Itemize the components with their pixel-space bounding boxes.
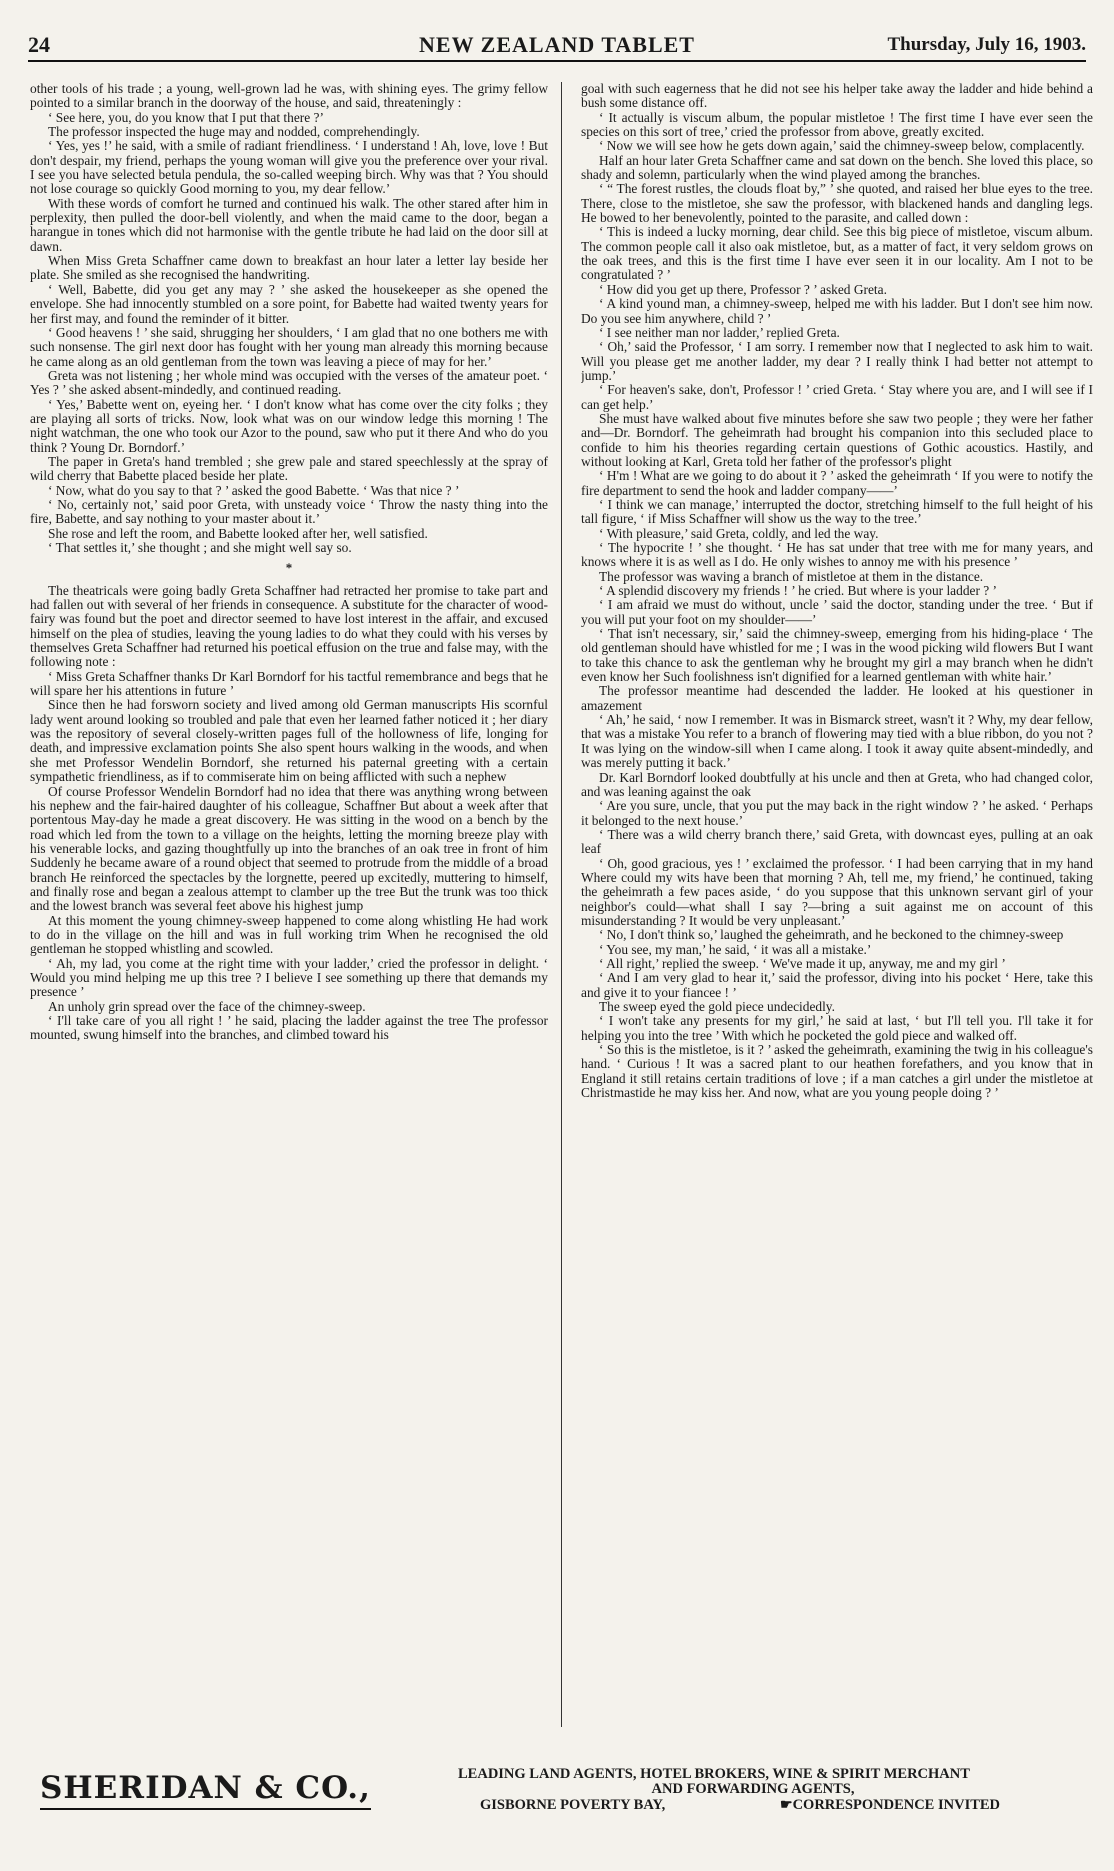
article-paragraph: The professor meantime had descended the ladder. He looked at his questioner in amazement	[581, 683, 1093, 713]
article-paragraph: She must have walked about five minutes before she saw two people ; they were her father and—Dr. Borndorf. The geheimrath had brought his companion into this secluded place to confide to him his theories regarding certain questions of Gothic acoustics. Hastily, and without looking at Karl, Greta told her father of the professor's plight	[581, 410, 1093, 469]
article-paragraph: ‘ This is indeed a lucky morning, dear child. See this big piece of mistletoe, viscum album. The common people call it also oak mistletoe, but, as a matter of fact, it very seldom grows on the oak trees, and this is the first time I have ever seen it in our locality. Am I not to be congratulated ? ’	[581, 224, 1093, 283]
article-paragraph: She rose and left the room, and Babette looked after her, well satisfied.	[48, 525, 428, 541]
article-paragraph: ‘ So this is the mistletoe, is it ? ’ asked the geheimrath, examining the twig in his colleague's hand. ‘ Curious ! It was a sacred plant to our heathen forefathers, and you know that in England it still retains certain traditions of love ; if a man catches a girl under the mistletoe at Christmastide he may kiss her. And now, what are you young people doing ? ’	[581, 1042, 1093, 1101]
article-paragraph: goal with such eagerness that he did not see his helper take away the ladder and hide behind a bush some distance off.	[581, 82, 1093, 111]
ad-line-2: AND FORWARDING AGENTS,	[651, 1781, 855, 1797]
section-separator	[30, 561, 548, 575]
article-paragraph: ‘ With pleasure,’ said Greta, coldly, and led the way.	[599, 525, 879, 541]
article-paragraph: ‘ Well, Babette, did you get any may ? ’ she asked the housekeeper as she opened the envelope. She had innocently stumbled on a sore point, for Babette had waited twenty years for her first may, and found the reminder of it bitter.	[30, 281, 548, 326]
ad-line-1: LEADING LAND AGENTS, HOTEL BROKERS, WINE & SPIRIT MERCHANT	[458, 1766, 970, 1782]
article-paragraph: When Miss Greta Schaffner came down to breakfast an hour later a letter lay beside her plate. She smiled as she recognised the handwriting.	[30, 253, 548, 283]
article-paragraph: Dr. Karl Borndorf looked doubtfully at his uncle and then at Greta, who had changed color, and was leaning against the oak	[581, 769, 1093, 799]
article-paragraph: ‘ Ah, my lad, you come at the right time with your ladder,’ cried the professor in delight. ‘ Would you mind helping me up this tree ? I believe I see something up there that demands my presence ’	[30, 955, 548, 1000]
article-paragraph: ‘ No, I don't think so,’ laughed the geheimrath, and he beckoned to the chimney-sweep	[599, 927, 1064, 943]
article-paragraph: Of course Professor Wendelin Borndorf had no idea that there was anything wrong between his nephew and the fair-haired daughter of his colleague, Schaffner But about a week after that portentous May-day he made a great discovery. He was sitting in the wood on a bench by the road which led from the town to a village on the heights, letting the morning breeze play with his venerable locks, and gazing thoughtfully up into the branches of an oak tree in front of him Suddenly he became aware of a round object that seemed to protrude from the middle of a broad branch He reinforced the spectacles by the lorgnette, peered up excitedly, muttering to himself, and finally rose and began a zealous attempt to clamber up the tree But the trunk was too thick and the lowest branch was several feet above his highest jump	[30, 783, 548, 914]
page-header	[28, 32, 1086, 62]
article-paragraph: Greta was not listening ; her whole mind was occupied with the verses of the amateur poet. ‘ Yes ? ’ she asked absent-mindedly, and continued reading.	[30, 367, 548, 398]
advertisement	[0, 1760, 1114, 1830]
article-paragraph: Since then he had forsworn society and lived among old German manuscripts His scornful lady went around looking so troubled and pale that even her learned father noticed it ; her diary was the repository of several closely-written pages full of the hollowness of life, longing for death, and impressive exclamation points She also spent hours walking in the woods, and when she met Professor Wendelin Borndorf, she returned his paternal greeting with a certain sympathetic friendliness, as if to commiserate him on being afflicted with such a nephew	[30, 697, 548, 785]
ad-line-3-contact	[780, 1797, 1000, 1814]
article-paragraph: The paper in Greta's hand trembled ; she grew pale and stared speechlessly at the spray of wild cherry that Babette placed beside her plate.	[30, 453, 548, 484]
article-paragraph: Half an hour later Greta Schaffner came and sat down on the bench. She loved this place, so shady and solemn, particularly when the wind played among the branches.	[581, 152, 1093, 183]
article-paragraph: ‘ Now, what do you say to that ? ’ asked the good Babette. ‘ Was that nice ? ’	[48, 482, 460, 498]
article-paragraph: ‘ Yes,’ Babette went on, eyeing her. ‘ I don't know what has come over the city folks ; they are playing all sorts of tricks. Now, look what was on our window ledge this morning ! The night watchman, the one who took our Azor to the pound, saw who put it there And who do you think ? Young Dr. Borndorf.’	[30, 396, 548, 455]
article-paragraph: ‘ You see, my man,’ he said, ‘ it was all a mistake.’	[599, 941, 872, 957]
article-paragraph: ‘ Miss Greta Schaffner thanks Dr Karl Borndorf for his tactful remembrance and begs that he will spare her his attentions in future ’	[30, 668, 548, 699]
article-paragraph: With these words of comfort he turned and continued his walk. The other stared after him in perplexity, then pulled the door-bell violently, and when the maid came to the door, began a harangue in tones which did not harmonise with the gentle tribute he had laid on the door sill at dawn.	[30, 195, 548, 254]
article-paragraph: ‘ A splendid discovery my friends ! ’ he cried. But where is your ladder ? ’	[599, 583, 998, 599]
article-paragraph: ‘ For heaven's sake, don't, Professor ! ’ cried Greta. ‘ Stay where you are, and I will see if I can get help.’	[581, 382, 1093, 412]
article-paragraph: ‘ See here, you, do you know that I put that there ?’	[48, 109, 324, 125]
issue-date: Thursday, July 16, 1903.	[887, 34, 1086, 55]
article-paragraph: The theatricals were going badly Greta Schaffner had retracted her promise to take part and had fallen out with several of her friends in consequence. A substitute for the character of wood-fairy was found but the poet and director seemed to have lost interest in the affair, and excused himself on the plea of studies, leaving the young ladies to do what they could with his verses by themselves Greta Schaffner had returned his poetical effusion on the true and false may, with the following note :	[30, 582, 548, 670]
article-paragraph: ‘ Yes, yes !’ he said, with a smile of radiant friendliness. ‘ I understand ! Ah, love, love ! But don't despair, my friend, perhaps the young woman will give you the preference over your rival. I see you have selected betula pendula, the so-called weeping birch. Why was that ? You should not lose courage so quickly Good morning to you, my dear fellow.’	[30, 138, 548, 197]
column-divider	[561, 82, 562, 1727]
correspondence-invited: CORRESPONDENCE INVITED	[792, 1797, 1001, 1813]
article-paragraph: ‘ H'm ! What are we going to do about it ? ’ asked the geheimrath ‘ If you were to notify the fire department to send the hook and ladder company——’	[581, 468, 1093, 498]
newspaper-title: NEW ZEALAND TABLET	[419, 32, 695, 57]
article-paragraph: The professor was waving a branch of mistletoe at them in the distance.	[599, 568, 984, 584]
article-paragraph: At this moment the young chimney-sweep happened to come along whistling He had work to do in the village on the hill and was in full working trim When he recognised the old gentleman he stopped whistling and scowled.	[30, 912, 548, 957]
article-paragraph: ‘ And I am very glad to hear it,’ said the professor, diving into his pocket ‘ Here, take this and give it to your fiancee ! ’	[581, 970, 1093, 1000]
article-paragraph: An unholy grin spread over the face of the chimney-sweep.	[48, 998, 366, 1014]
article-paragraph: ‘ “ The forest rustles, the clouds float by,” ’ she quoted, and raised her blue eyes to the tree. There, close to the mistletoe, she saw the professor, with blackened hands and dangling legs. He bowed to her benevolently, pointed to the parasite, and called down :	[581, 181, 1093, 226]
advertiser-name: SHERIDAN & CO.,	[40, 1770, 371, 1810]
article-paragraph: ‘ I see neither man nor ladder,’ replied Greta.	[599, 324, 840, 340]
article-paragraph: ‘ I think we can manage,’ interrupted the doctor, stretching himself to the full height of his tall figure, ‘ if Miss Schaffner will show us the way to the tree.’	[581, 496, 1093, 527]
article-paragraph: ‘ Now we will see how he gets down again,’ said the chimney-sweep below, complacently.	[599, 138, 1085, 154]
article-paragraph: ‘ Ah,’ he said, ‘ now I remember. It was in Bismarck street, wasn't it ? Why, my dear fellow, that was a mistake You refer to a branch of flowering may tied with a blue ribbon, do you not ? It was lying on the window-sill when I came along. I took it away quite absent-mindedly, and was merely putting it back.’	[581, 712, 1093, 771]
pointing-hand-icon: ☛	[780, 1798, 793, 1813]
article-paragraph: ‘ Are you sure, uncle, that you put the may back in the right window ? ’ he asked. ‘ Perhaps it belonged to the next house.’	[581, 798, 1093, 828]
article-paragraph: ‘ How did you get up there, Professor ? ’ asked Greta.	[599, 281, 887, 297]
article-paragraph: ‘ That isn't necessary, sir,’ said the chimney-sweep, emerging from his hiding-place ‘ The old gentleman should have whistled for me ; I was in the wood picking wild flowers But I want to take this chance to ask the gentleman why he brought my girl a may branch when he didn't even know her Such foolishness isn't dignified for a learned gentleman with white hair.’	[581, 626, 1093, 685]
article-paragraph: ‘ Good heavens ! ’ she said, shrugging her shoulders, ‘ I am glad that no one bothers me with such nonsense. The girl next door has fought with her young man already this morning because he came along as an old gentleman from the town was leaving a piece of may for her.’	[30, 324, 548, 369]
article-paragraph: ‘ Oh, good gracious, yes ! ’ exclaimed the professor. ‘ I had been carrying that in my hand Where could my wits have been that morning ? Ah, tell me, my friend,’ he continued, taking the geheimrath a few paces aside, ‘ do you suppose that this unknown servant girl of your neighbor's could—what shall I say ?—bring a suit against me on account of this misunderstanding ? It would be very unpleasant.’	[581, 855, 1093, 928]
page-number: 24	[28, 32, 50, 57]
article-paragraph: ‘ I'll take care of you all right ! ’ he said, placing the ladder against the tree The professor mounted, swung himself into the branches, and climbed toward his	[30, 1013, 548, 1043]
left-column	[30, 82, 548, 1727]
article-paragraph: ‘ There was a wild cherry branch there,’ said Greta, with downcast eyes, pulling at an oak leaf	[581, 826, 1093, 857]
article-paragraph: ‘ No, certainly not,’ said poor Greta, with unsteady voice ‘ Throw the nasty thing into the fire, Babette, and say nothing to your master about it.’	[30, 496, 548, 527]
ad-line-3-location: GISBORNE POVERTY BAY,	[480, 1797, 666, 1813]
asterisk-separator: *	[285, 560, 293, 576]
article-paragraph: ‘ That settles it,’ she thought ; and she might well say so.	[48, 540, 352, 555]
article-paragraph: ‘ All right,’ replied the sweep. ‘ We've made it up, anyway, me and my girl ’	[599, 955, 1006, 971]
article-paragraph: ‘ I won't take any presents for my girl,’ he said at last, ‘ but I'll tell you. I'll take it for helping you into the tree ’ With which he pocketed the gold piece and walked off.	[581, 1013, 1093, 1043]
article-paragraph: ‘ A kind yound man, a chimney-sweep, helped me with his ladder. But I don't see him now. Do you see him anywhere, child ? ’	[581, 296, 1093, 326]
article-paragraph: other tools of his trade ; a young, well-grown lad he was, with shining eyes. The grimy fellow pointed to a similar branch in the doorway of the house, and said, threateningly :	[30, 82, 548, 111]
right-column	[581, 82, 1093, 1727]
article-paragraph: The sweep eyed the gold piece undecidedly.	[599, 999, 835, 1014]
article-paragraph: ‘ It actually is viscum album, the popular mistletoe ! The first time I have ever seen the species on this sort of tree,’ cried the professor from above, greatly excited.	[581, 109, 1093, 140]
article-paragraph: ‘ I am afraid we must do without, uncle ’ said the doctor, standing under the tree. ‘ But if you will put your foot on my shoulder——’	[581, 597, 1093, 627]
article-paragraph: ‘ Oh,’ said the Professor, ‘ I am sorry. I remember now that I neglected to ask him to wait. Will you please get me another ladder, my dear ? I really think I had better not attempt to jump.’	[581, 339, 1093, 383]
article-paragraph: The professor inspected the huge may and nodded, comprehendingly.	[48, 124, 420, 140]
article-paragraph: ‘ The hypocrite ! ’ she thought. ‘ He has sat under that tree with me for many years, and knows where it is as well as I do. He only wishes to annoy me with his presence ’	[581, 540, 1093, 570]
